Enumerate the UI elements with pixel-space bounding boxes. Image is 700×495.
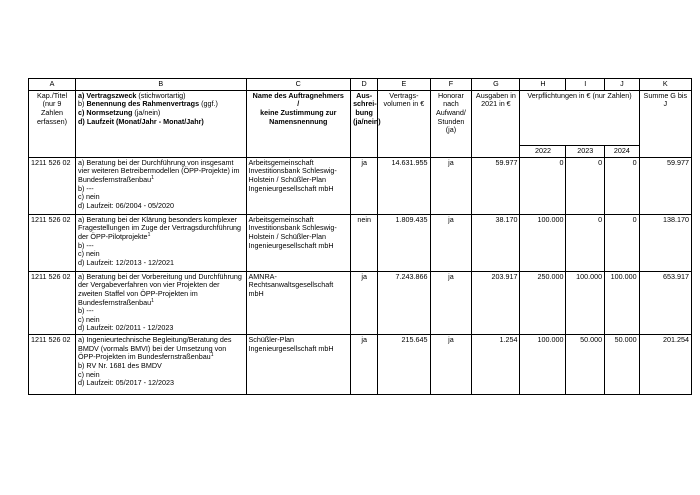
- cell-honorar: ja: [430, 271, 472, 334]
- desc-b: b) ---: [78, 240, 94, 250]
- cell-ausschreibung: ja: [351, 157, 378, 214]
- footnote-marker: 1: [210, 352, 214, 359]
- desc-b: b) ---: [78, 183, 94, 193]
- header-b-d-bold: d) Laufzeit (Monat/Jahr - Monat/Jahr): [78, 116, 204, 126]
- header-b-b-prefix: b): [78, 99, 87, 109]
- cell-description: [76, 214, 246, 271]
- header-contractor-l2: /: [297, 99, 300, 109]
- col-letter-i: I: [566, 79, 605, 91]
- cell-2024: 100.000: [605, 271, 640, 334]
- header-b-c-rest: (ja/nein): [132, 107, 161, 117]
- cell-summe: 653.917: [639, 271, 691, 334]
- col-letter-c: C: [246, 79, 351, 91]
- cell-summe: 59.977: [639, 157, 691, 214]
- col-letter-a: A: [29, 79, 76, 91]
- table-row: [29, 214, 692, 271]
- header-verpflichtungen: Verpflichtungen in € (nur Zahlen): [520, 90, 639, 145]
- cell-honorar: ja: [430, 214, 472, 271]
- footnote-marker: 1: [151, 297, 154, 304]
- header-b-a-bold: a) Vertragszweck: [78, 90, 137, 100]
- cell-contractor: Arbeitsgemeinschaft Investitionsbank Schleswig-Holstein / Schüßler-Plan Ingenieurgesellschaft mbH: [246, 214, 351, 271]
- cell-contractor: Arbeitsgemeinschaft Investitionsbank Schleswig-Holstein / Schüßler-Plan Ingenieurgesellschaft mbH: [246, 157, 351, 214]
- desc-b: b) RV Nr. 1681 des BMDV: [78, 361, 162, 371]
- cell-honorar: ja: [430, 335, 472, 395]
- cell-kap: 1211 526 02: [29, 335, 76, 395]
- cell-contractor: AMNRA-Rechtsanwaltsgesellschaft mbH: [246, 271, 351, 334]
- col-letter-k: K: [639, 79, 691, 91]
- cell-2022: 100.000: [520, 335, 566, 395]
- cell-volumen: 215.645: [378, 335, 430, 395]
- table-row: [29, 157, 692, 214]
- header-kap-titel: Kap./Titel (nur 9 Zahlen erfassen): [29, 90, 76, 157]
- header-row: [29, 90, 692, 145]
- cell-ausschreibung: ja: [351, 271, 378, 334]
- desc-b: b) ---: [78, 306, 94, 316]
- desc-d: d) Laufzeit: 06/2004 - 05/2020: [78, 200, 174, 210]
- cell-honorar: ja: [430, 157, 472, 214]
- cell-summe: 201.254: [639, 335, 691, 395]
- header-year-2023: 2023: [566, 145, 605, 157]
- cell-summe: 138.170: [639, 214, 691, 271]
- cell-2022: 250.000: [520, 271, 566, 334]
- desc-c: c) nein: [78, 192, 100, 202]
- header-b-a-rest: (stichwortartig): [136, 90, 186, 100]
- header-b-b-rest: (ggf.): [199, 99, 218, 109]
- col-letter-j: J: [605, 79, 640, 91]
- header-b-b-bold: Benennung des Rahmenvertrags: [86, 99, 200, 109]
- cell-2023: 0: [566, 214, 605, 271]
- header-ausgaben-2021: Ausgaben in 2021 in €: [472, 90, 520, 157]
- contracts-table: [28, 78, 692, 395]
- desc-c: c) nein: [78, 314, 100, 324]
- header-contractor: [246, 90, 351, 157]
- cell-kap: 1211 526 02: [29, 157, 76, 214]
- col-letter-h: H: [520, 79, 566, 91]
- cell-ausschreibung: nein: [351, 214, 378, 271]
- header-vertragsvolumen: Vertrags-volumen in €: [378, 90, 430, 157]
- cell-description: [76, 157, 246, 214]
- desc-c: c) nein: [78, 369, 100, 379]
- desc-d: d) Laufzeit: 12/2013 - 12/2021: [78, 257, 174, 267]
- desc-a: a) Beratung bei der Vorbereitung und Durchführung der Vergabeverfahren von vier Projekten der zweiten Staffel von ÖPP-Projekten im Bundesfernstraßenbau: [78, 271, 242, 307]
- cell-2024: 0: [605, 157, 640, 214]
- cell-kap: 1211 526 02: [29, 214, 76, 271]
- desc-d: d) Laufzeit: 02/2011 - 12/2023: [78, 323, 174, 333]
- cell-description: [76, 271, 246, 334]
- cell-2022: 0: [520, 157, 566, 214]
- desc-c: c) nein: [78, 249, 100, 259]
- cell-2023: 0: [566, 157, 605, 214]
- header-year-2024: 2024: [605, 145, 640, 157]
- footnote-marker: 1: [147, 231, 151, 238]
- table-row: [29, 271, 692, 334]
- desc-a: a) Ingenieurtechnische Begleitung/Beratung des BMDV (vormals BMVI) bei der Umsetzung von ÖPP-Projekten im Bundesfernstraßenbau: [78, 335, 232, 362]
- cell-contractor: Schüßler-Plan Ingenieurgesellschaft mbH: [246, 335, 351, 395]
- cell-volumen: 1.809.435: [378, 214, 430, 271]
- header-ausschreibung: Aus-schrei-bung (ja/nein): [351, 90, 378, 157]
- cell-ausgaben: 38.170: [472, 214, 520, 271]
- footnote-marker: 1: [151, 174, 154, 181]
- desc-a: a) Beratung bei der Durchführung von insgesamt vier weiteren Betreibermodellen (ÖPP-Projekte) im Bundesfernstraßenbau: [78, 157, 240, 184]
- col-letter-g: G: [472, 79, 520, 91]
- cell-volumen: 7.243.866: [378, 271, 430, 334]
- col-letter-b: B: [76, 79, 246, 91]
- desc-a: a) Beratung bei der Klärung besonders komplexer Fragestellungen im Zuge der Vertragsdurchführung der ÖPP-Pilotprojekte: [78, 214, 242, 241]
- table-row: [29, 335, 692, 395]
- cell-2024: 50.000: [605, 335, 640, 395]
- col-letter-d: D: [351, 79, 378, 91]
- cell-ausgaben: 59.977: [472, 157, 520, 214]
- cell-2022: 100.000: [520, 214, 566, 271]
- header-summe: Summe G bis J: [639, 90, 691, 157]
- cell-ausgaben: 1.254: [472, 335, 520, 395]
- header-contractor-l3: keine Zustimmung zur Namensnennung: [260, 107, 337, 126]
- cell-2023: 50.000: [566, 335, 605, 395]
- col-letter-f: F: [430, 79, 472, 91]
- cell-description: [76, 335, 246, 395]
- header-honorar: Honorar nach Aufwand/ Stunden (ja): [430, 90, 472, 157]
- cell-2024: 0: [605, 214, 640, 271]
- cell-volumen: 14.631.955: [378, 157, 430, 214]
- header-b-c-bold: c) Normsetzung: [78, 107, 133, 117]
- header-contractor-l1: Name des Auftragnehmers: [252, 90, 344, 100]
- column-letters-row: [29, 79, 692, 91]
- header-description: [76, 90, 246, 157]
- col-letter-e: E: [378, 79, 430, 91]
- cell-ausgaben: 203.917: [472, 271, 520, 334]
- cell-2023: 100.000: [566, 271, 605, 334]
- cell-ausschreibung: ja: [351, 335, 378, 395]
- desc-d: d) Laufzeit: 05/2017 - 12/2023: [78, 378, 174, 388]
- header-year-2022: 2022: [520, 145, 566, 157]
- cell-kap: 1211 526 02: [29, 271, 76, 334]
